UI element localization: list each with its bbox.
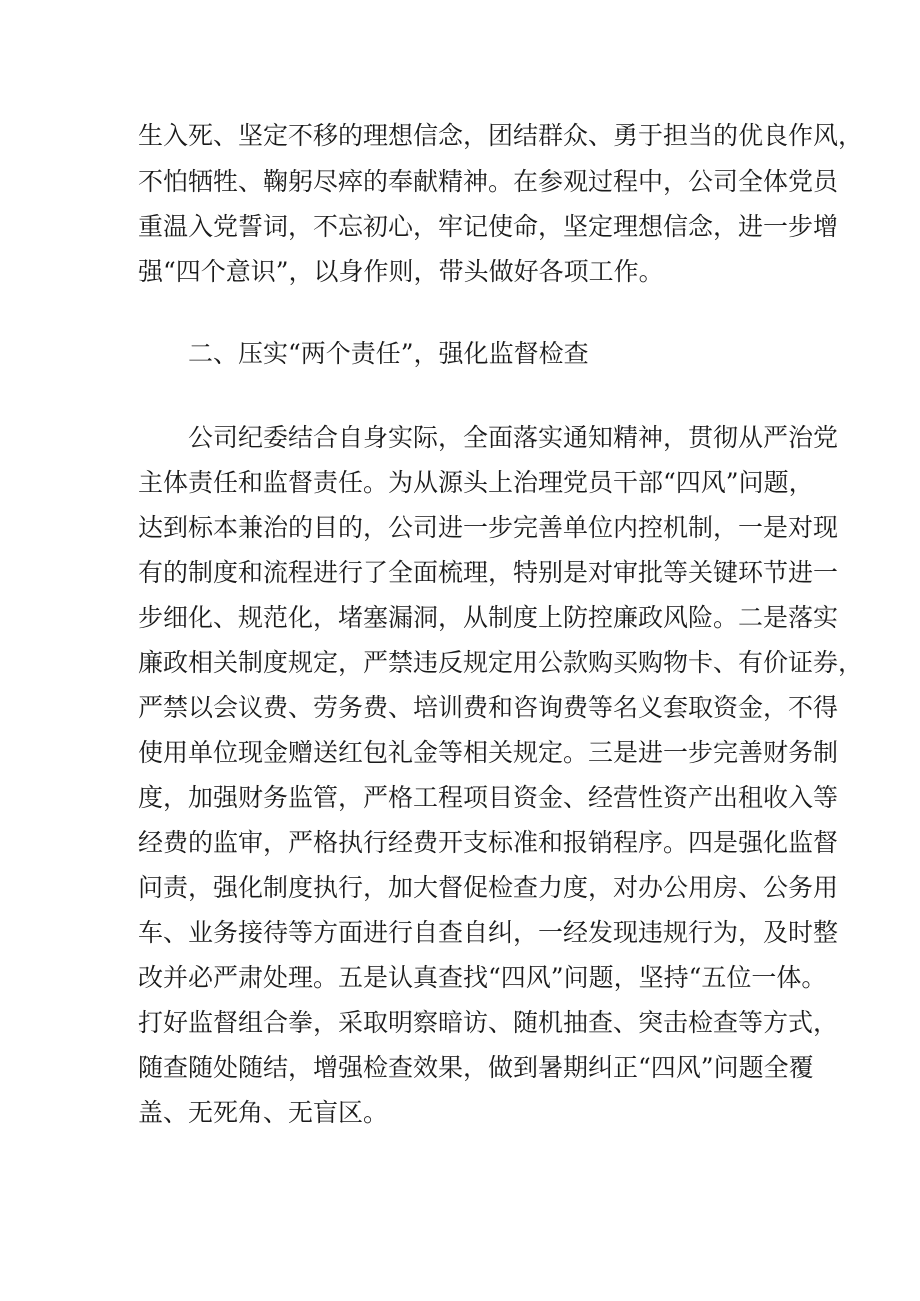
text-line: 经费的监审，严格执行经费开支标准和报销程序。四是强化监督	[138, 828, 839, 857]
section-heading: 二、压实“两个责任”，强化监督检查	[188, 339, 589, 368]
text-line: 步细化、规范化，堵塞漏洞，从制度上防控廉政风险。二是落实	[138, 603, 839, 632]
text-line: 主体责任和监督责任。为从源头上治理党员干部“四风”问题，	[138, 468, 814, 497]
text-line: 廉政相关制度规定，严禁违反规定用公款购买购物卡、有价证券，	[138, 648, 864, 677]
text-line: 问责，强化制度执行，加大督促检查力度，对办公用房、公务用	[138, 873, 839, 902]
text-line: 达到标本兼治的目的，公司进一步完善单位内控机制，一是对现	[138, 513, 839, 542]
text-line: 打好监督组合拳，采取明察暗访、随机抽查、突击检查等方式，	[138, 1008, 839, 1037]
text-line: 有的制度和流程进行了全面梳理，特别是对审批等关键环节进一	[138, 558, 839, 587]
text-line: 生入死、坚定不移的理想信念，团结群众、勇于担当的优良作风，	[138, 121, 864, 150]
text-line: 改并必严肃处理。五是认真查找“四风”问题，坚持“五位一体。	[138, 963, 827, 992]
text-line: 重温入党誓词，不忘初心，牢记使命，坚定理想信念，进一步增	[138, 212, 839, 241]
text-line: 公司纪委结合自身实际，全面落实通知精神，贯彻从严治党	[188, 423, 839, 452]
text-line: 不怕牺牲、鞠躬尽瘁的奉献精神。在参观过程中，公司全体党员	[138, 167, 839, 196]
text-line: 强“四个意识”，以身作则，带头做好各项工作。	[138, 257, 664, 286]
text-line: 使用单位现金赠送红包礼金等相关规定。三是进一步完善财务制	[138, 738, 839, 767]
text-line: 车、业务接待等方面进行自查自纠，一经发现违规行为，及时整	[138, 918, 839, 947]
text-line: 严禁以会议费、劳务费、培训费和咨询费等名义套取资金，不得	[138, 693, 839, 722]
text-line: 随查随处随结，增强检查效果，做到暑期纠正“四风”问题全覆	[138, 1053, 814, 1082]
text-line: 盖、无死角、无盲区。	[138, 1098, 389, 1127]
text-line: 度，加强财务监管，严格工程项目资金、经营性资产出租收入等	[138, 783, 839, 812]
